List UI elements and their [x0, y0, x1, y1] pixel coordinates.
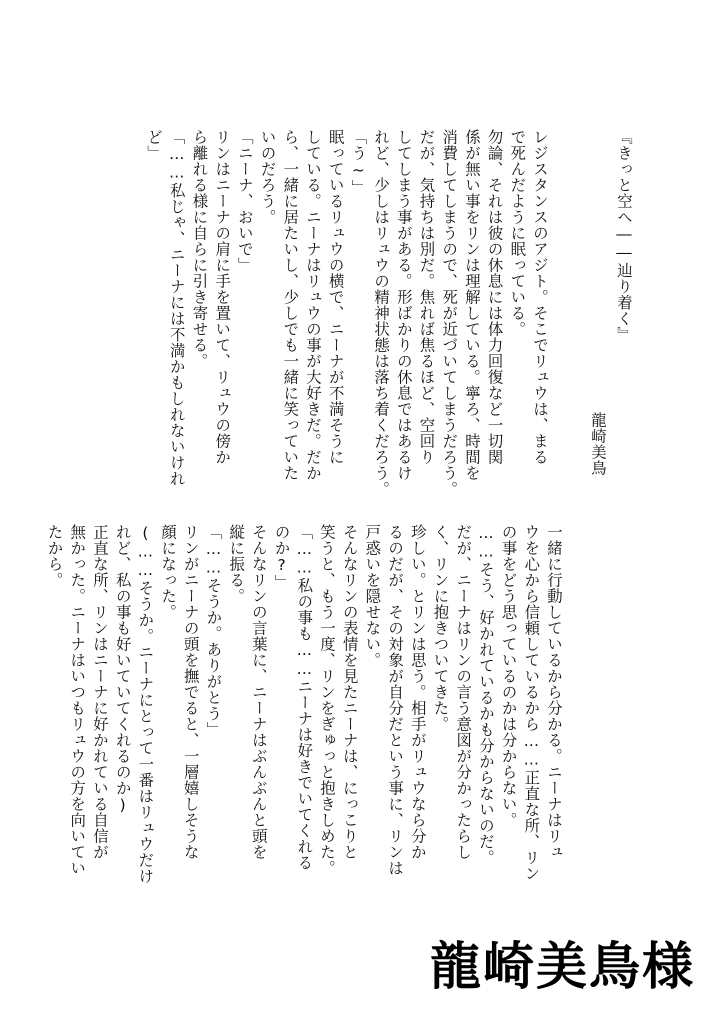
- text-line: ら離れる様に自らに引き寄せる。: [190, 129, 209, 369]
- text-line: リンがニーナの頭を撫でると、一層嬉しそうな: [181, 524, 200, 860]
- text-line: だが、ニーナはリンの言う意図が分かったらし: [454, 524, 473, 860]
- text-line: 「う~」: [349, 129, 368, 196]
- text-line: 顔になった。: [159, 524, 178, 620]
- text-line: 縦に振る。: [227, 524, 246, 604]
- author-signature: 龍崎美鳥様: [430, 938, 696, 997]
- text-line: ら、一緒に居たいし、少しでも一緒に笑っていた: [281, 129, 300, 481]
- text-line: ……そう、好かれているかも分からないのだ。: [476, 524, 495, 866]
- text-line: (……そうか。ニーナにとって一番はリュウだけ: [136, 524, 155, 884]
- text-line: 勿論、それは彼の休息には体力回復など一切関: [485, 129, 504, 465]
- text-line: ど」: [145, 129, 164, 161]
- author-name: 龍崎美鳥: [589, 412, 607, 476]
- text-line: そんなリンの表情を見たニーナは、にっこりと: [340, 524, 359, 860]
- text-line: ウを心から信頼しているから……正直な所、リン: [522, 524, 541, 882]
- text-line: のか?」: [272, 524, 291, 591]
- lower-text-block: [43, 524, 565, 884]
- text-line: 「……そうか。ありがとう」: [204, 524, 223, 738]
- author-byline: [586, 412, 609, 476]
- text-line: く、リンに抱きついてきた。: [431, 524, 450, 732]
- text-line: れど、少しはリュウの精神状態は落ち着くだろう。: [372, 129, 391, 497]
- text-line: の事をどう思っているのかは分からない。: [499, 524, 518, 828]
- text-line: 正直な所、リンはニーナに好かれている自信が: [90, 524, 109, 860]
- text-line: そんなリンの言葉に、ニーナはぶんぶんと頭を: [249, 524, 268, 860]
- text-line: 「……私じゃ、ニーナには不満かもしれないけれ: [167, 129, 186, 487]
- text-line: 珍しい。とリンは思う。相手がリュウなら分か: [408, 524, 427, 860]
- upper-text-block: [142, 129, 551, 497]
- text-line: してしまう事がある。形ばかりの休息ではあるけ: [394, 129, 413, 481]
- text-line: 眠っているリュウの横で、ニーナが不満そうに: [326, 129, 345, 465]
- text-line: だが、気持ちは別だ。焦れば焦るほど、空回り: [417, 129, 436, 465]
- text-line: いのだろう。: [258, 129, 277, 225]
- text-line: 係が無い事をリンは理解している。寧ろ、時間を: [462, 129, 481, 481]
- text-line: リンはニーナの肩に手を置いて、リュウの傍か: [213, 129, 232, 465]
- story-title: [612, 129, 635, 342]
- text-line: 戸惑いを隠せない。: [363, 524, 382, 668]
- text-line: 一緒に行動しているから分かる。ニーナはリュ: [545, 524, 563, 860]
- text-line: 無かった。ニーナはいつもリュウの方を向いてい: [68, 524, 87, 876]
- text-line: 「……私の事も……ニーナは好きでいてくれる: [295, 524, 314, 871]
- text-line: レジスタンスのアジト。そこでリュウは、まる: [531, 129, 549, 465]
- text-line: 消費してしまうので、死が近づいてしまうだろう。: [440, 129, 459, 497]
- text-line: るのだが、その対象が自分だという事に、リンは: [386, 524, 405, 876]
- text-line: たから。: [45, 524, 64, 588]
- title-text: 『きっと空へ――辿り着く』: [615, 129, 633, 343]
- text-line: で死んだように眠っている。: [508, 129, 527, 337]
- text-line: 「ニーナ、おいで」: [235, 129, 254, 273]
- text-line: している。ニーナはリュウの事が大好きだ。だか: [303, 129, 322, 481]
- text-line: れど、私の事も好いていてくれるのか): [113, 524, 132, 815]
- text-line: 笑うと、もう一度、リンをぎゅっと抱きしめた。: [317, 524, 336, 876]
